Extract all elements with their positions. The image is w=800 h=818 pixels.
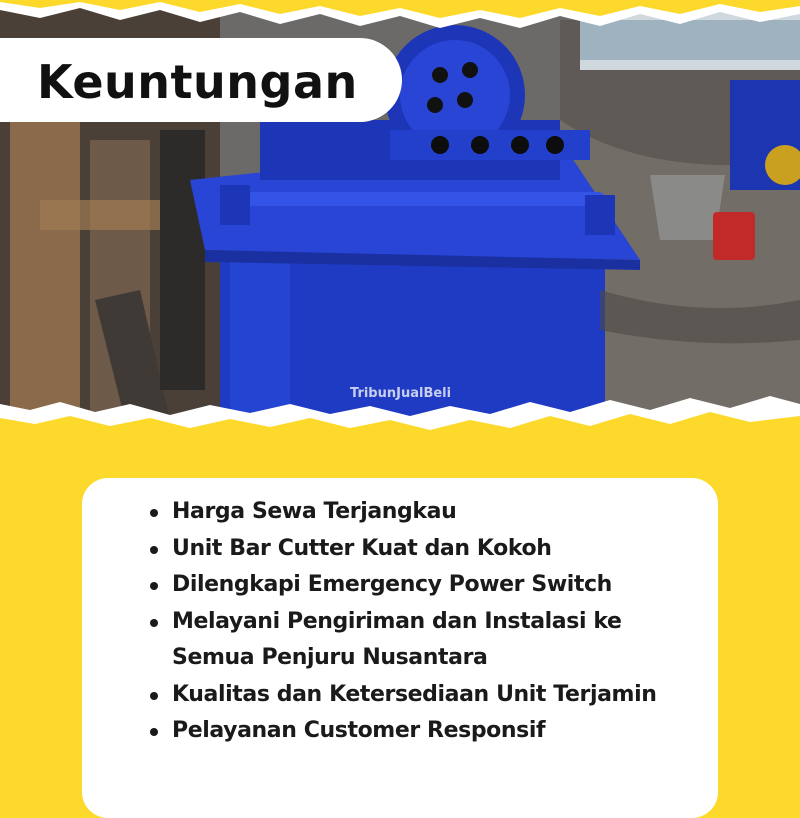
benefit-text: Harga Sewa Terjangkau <box>172 499 457 524</box>
bullet-icon <box>150 619 158 627</box>
bullet-icon <box>150 582 158 590</box>
list-item <box>148 567 708 604</box>
benefits-list <box>148 494 708 750</box>
bullet-icon <box>150 728 158 736</box>
benefit-text: Unit Bar Cutter Kuat dan Kokoh <box>172 535 552 561</box>
list-item <box>148 604 708 677</box>
bullet-icon <box>150 546 158 554</box>
watermark: TribunJualBeli <box>350 386 452 401</box>
list-item <box>148 494 708 531</box>
page-title: Keuntungan <box>37 55 358 109</box>
benefit-text: Kualitas dan Ketersediaan Unit Terjamin <box>172 681 657 707</box>
benefit-text: Melayani Pengiriman dan Instalasi ke Semua Penjuru Nusantara <box>172 608 622 670</box>
benefit-text: Pelayanan Customer Responsif <box>172 718 546 743</box>
benefit-text: Dilengkapi Emergency Power Switch <box>172 572 612 597</box>
list-item <box>148 677 708 714</box>
list-item <box>148 713 708 750</box>
bullet-icon <box>150 692 158 700</box>
list-item <box>148 531 708 568</box>
bullet-icon <box>150 509 158 517</box>
